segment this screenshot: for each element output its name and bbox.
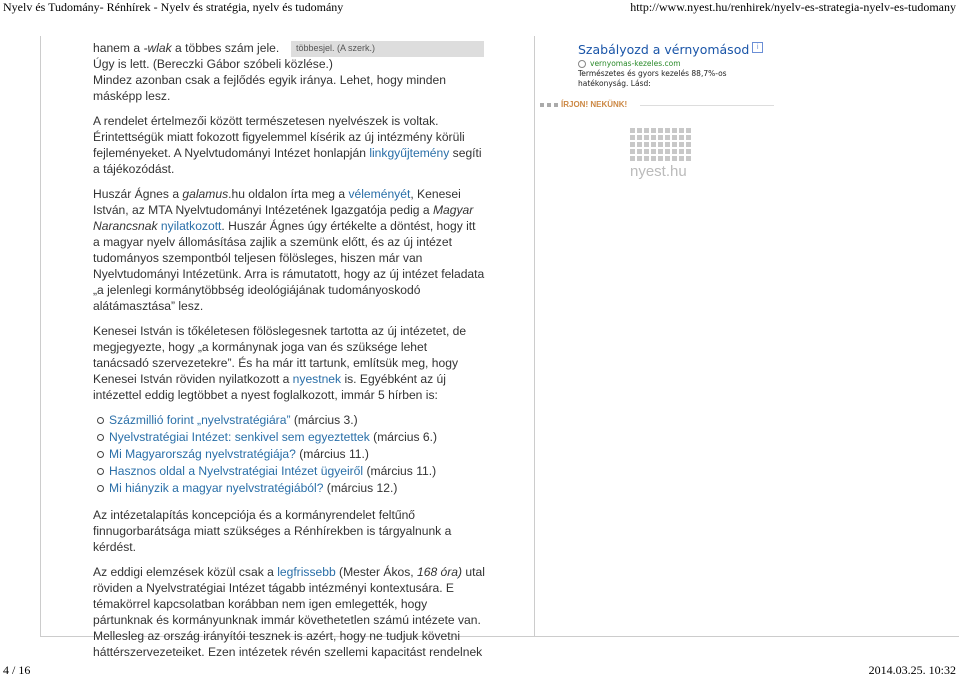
list-link[interactable]: Mi Magyarország nyelvstratégiája?: [109, 447, 296, 461]
print-header-url: http://www.nyest.hu/renhirek/nyelv-es-strategia-nyelv-es-tudomany: [630, 0, 956, 14]
square-icon: [554, 103, 558, 107]
sidebar-ad[interactable]: [578, 42, 778, 89]
link-nyilatkozott[interactable]: nyilatkozott: [160, 219, 222, 233]
bullet-icon: [97, 468, 104, 475]
list-item: Mi Magyarország nyelvstratégiája? (március 11.): [93, 446, 485, 463]
page-number: 4 / 16: [3, 663, 31, 677]
list-item: Mi hiányzik a magyar nyelvstratégiából? (március 12.): [93, 480, 485, 497]
square-icon: [540, 103, 544, 107]
list-item: Százmillió forint „nyelvstratégiára” (március 3.): [93, 412, 485, 429]
print-datetime: 2014.03.25. 10:32: [868, 663, 956, 677]
link-velemenyet[interactable]: véleményét: [348, 187, 411, 201]
bullet-icon: [97, 451, 104, 458]
ad-title[interactable]: Szabályozd a vérnyomásod i: [578, 42, 778, 57]
paragraph-5: Az intézetalapítás koncepciója és a kormányrendelet feltűnő finnugorbarátsága miatt szükséges a Rénhírekben is tárgyalnunk a kérdést.: [93, 508, 452, 554]
list-link[interactable]: Százmillió forint „nyelvstratégiára”: [109, 413, 291, 427]
paragraph-1: hanem a -wlak a többes szám jele. Úgy is lett. (Bereczki Gábor szóbeli közlése.) Mindez azonban csak a fejlődés egyik iránya. Lehet, hogy minden másképp lesz.: [93, 41, 446, 103]
list-item: Nyelvstratégiai Intézet: senkivel sem egyeztettek (március 6.): [93, 429, 485, 446]
link-nyestnek[interactable]: nyestnek: [292, 372, 342, 386]
paragraph-4: Kenesei István is tőkéletesen fölöslegesnek tartotta az új intézetet, de megjegyezte, hogy „a kormánynak joga van és szüksége lehet tanácsadó szervezetekre”. És ha már itt tartunk, említsük meg, hogy Kenesei István röviden nyilatkozott a nyestnek is. Egyébként az új intézettel eddig legtöbbet a nyest foglalkozott, immár 5 hírben is:: [93, 324, 467, 402]
sidebar-divider: [534, 36, 535, 636]
link-legfrissebb[interactable]: legfrissebb: [277, 565, 336, 579]
ad-description: Természetes és gyors kezelés 88,7%-os hatékonyság. Lásd:: [578, 69, 727, 88]
write-us-bar[interactable]: ÍRJON! NEKÜNK!: [540, 100, 776, 111]
paragraph-6: Az eddigi elemzések közül csak a legfrissebb (Mester Ákos, 168 óra) utal röviden a Nyelvstratégiai Intézet tágabb intézményi kontextusára. E témakörrel kapcsolatban korábban nem igen emlegették, hogy pártunknak és kormányunknak immár követhetetlen számú intézete van. Mellesleg az ország irányítói tesznek is azért, hogy ne tudjuk követni háttérszervezeteiket. Ezen intézetek révén szellemi kapacitást rendelnek: [93, 565, 485, 659]
article-body: [93, 40, 485, 669]
list-item: Hasznos oldal a Nyelvstratégiai Intézet ügyeiről (március 11.): [93, 463, 485, 480]
square-icon: [547, 103, 551, 107]
link-linkgyujtemeny[interactable]: linkgyűjtemény: [369, 146, 450, 160]
print-header-title: Nyelv és Tudomány- Rénhírek - Nyelv és stratégia, nyelv és tudomány: [3, 0, 344, 14]
news-link-list: [93, 412, 485, 497]
adchoices-icon[interactable]: i: [752, 42, 763, 53]
nyest-logo[interactable]: [630, 128, 690, 180]
paragraph-2: A rendelet értelmezői között természetesen nyelvészek is voltak. Érintettségük miatt fokozott figyelemmel kísérik az új intézmény körüli fejleményeket. A Nyelvtudományi Intézet honlapján linkgyűjtemény segíti a tájékozódást.: [93, 114, 482, 176]
bullet-icon: [97, 434, 104, 441]
list-link[interactable]: Mi hiányzik a magyar nyelvstratégiából?: [109, 481, 324, 495]
list-link[interactable]: Hasznos oldal a Nyelvstratégiai Intézet ügyeiről: [109, 464, 364, 478]
list-link[interactable]: Nyelvstratégiai Intézet: senkivel sem egyeztettek: [109, 430, 370, 444]
paragraph-3: Huszár Ágnes a galamus.hu oldalon írta meg a véleményét, Kenesei István, az MTA Nyelvtudományi Intézetének Igazgatója pedig a Magyar Narancsnak nyilatkozott. Huszár Ágnes úgy értékelte a döntést, hogy itt a magyar nyelv állomásítása zajlik a szemünk előtt, és az új intézet tudományos szempontból teljesen fölösleges, hiszen már van Nyelvtudományi Intézetünk. Arra is rámutatott, hogy az új intézet feladata „a jelenlegi kormánytöbbség ideológiájának tudományoskodó alátámasztása” lesz.: [93, 187, 485, 313]
bullet-icon: [97, 485, 104, 492]
logo-grid-icon: [630, 128, 690, 161]
divider: [640, 105, 774, 106]
logo-text: nyest.hu: [630, 163, 687, 180]
quote-box: többesjel. (A szerk.): [291, 41, 484, 57]
globe-icon: [578, 60, 586, 68]
ad-url[interactable]: vernyomas-kezeles.com: [578, 59, 778, 68]
bullet-icon: [97, 417, 104, 424]
